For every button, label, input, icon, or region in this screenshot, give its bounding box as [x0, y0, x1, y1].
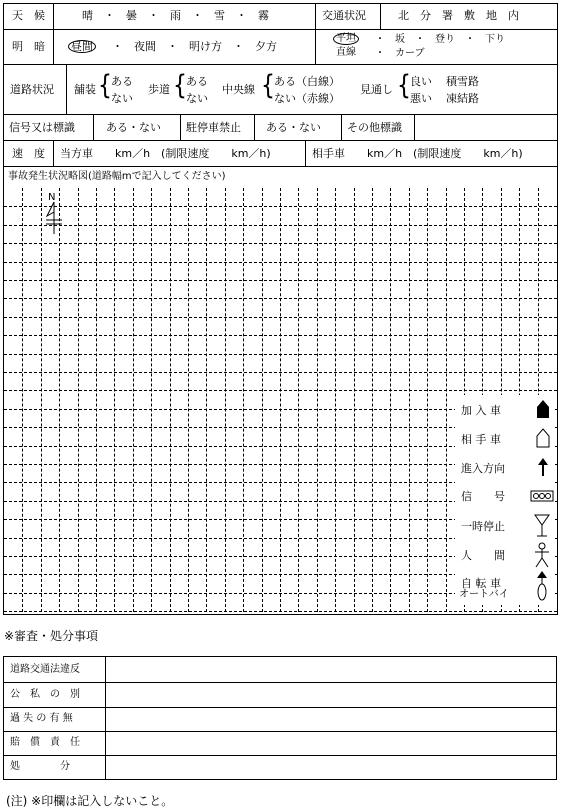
road-condition-label: 道路状況	[10, 83, 54, 96]
no-parking-label: 駐停車禁止	[186, 121, 241, 134]
grid-line	[4, 206, 557, 207]
legend	[455, 395, 555, 605]
brace: {	[173, 71, 187, 102]
grid-line	[243, 188, 244, 612]
grid-line	[4, 262, 557, 263]
grid-line	[4, 354, 557, 355]
grid-line	[133, 188, 134, 612]
legend-label: 進入方向	[461, 462, 505, 475]
review-row-label: 公 私 の 別	[10, 689, 80, 700]
light-options[interactable]: ・ 夜間 ・ 明け方 ・ 夕方	[112, 40, 277, 53]
ice-road[interactable]: 凍結路	[446, 92, 479, 105]
sidewalk-yes[interactable]: ある	[186, 75, 208, 88]
grid-line	[4, 225, 557, 226]
other-vehicle-speed[interactable]: 相手車 km／h (制限速度 km／h)	[312, 147, 523, 160]
road-shape-options-bottom[interactable]: ・ カーブ	[375, 48, 425, 59]
other-signs-label: その他標識	[347, 121, 402, 134]
outline-car-icon	[535, 428, 551, 451]
review-heading: ※審査・処分事項	[4, 629, 99, 643]
review-field[interactable]	[106, 732, 556, 755]
svg-text:N: N	[48, 192, 56, 203]
centerline-white[interactable]: ある（白線）	[274, 75, 340, 88]
centerline-red[interactable]: ない（赤線）	[274, 92, 340, 105]
grid-line	[4, 280, 557, 281]
visibility-good[interactable]: 良い	[410, 75, 432, 88]
signal-icon	[530, 489, 554, 506]
speed-label: 速 度	[12, 147, 45, 160]
grid-line	[262, 188, 263, 612]
centerline-label: 中央線	[222, 83, 255, 96]
paving-label: 舗装	[74, 83, 96, 96]
grid-line	[188, 188, 189, 612]
brace: {	[98, 71, 112, 102]
grid-line	[41, 188, 42, 612]
paving-yes[interactable]: ある	[111, 75, 133, 88]
grid-line	[390, 188, 391, 612]
grid-line	[225, 188, 226, 612]
arrow-up-icon	[535, 457, 551, 480]
road-shape-options-top[interactable]: ・ 坂 ・ 登り ・ 下り	[375, 34, 505, 45]
grid-line	[427, 188, 428, 612]
filled-car-icon	[535, 399, 551, 422]
grid-line	[409, 188, 410, 612]
review-field[interactable]	[106, 683, 556, 707]
grid-line	[298, 188, 299, 612]
grid-line	[96, 188, 97, 612]
signal-label: 信号又は標識	[9, 121, 75, 134]
review-field[interactable]	[106, 756, 556, 779]
traffic-label: 交通状況	[322, 9, 366, 22]
grid-line	[4, 335, 557, 336]
footnote: (注) ※印欄は記入しないこと。	[6, 794, 174, 808]
legend-label: 加 入 車	[461, 404, 501, 417]
own-vehicle-speed[interactable]: 当方車 km／h (制限速度 km／h)	[60, 147, 271, 160]
review-row-label: 過 失 の 有 無	[10, 713, 73, 724]
sidewalk-label: 歩道	[148, 83, 170, 96]
paving-no[interactable]: ない	[111, 92, 133, 105]
diagram-title: 事故発生状況略図(道路幅mで記入してください)	[8, 171, 226, 182]
review-table	[3, 656, 557, 780]
review-row-label: 道路交通法違反	[10, 664, 80, 675]
daytime-option[interactable]: 昼間	[68, 40, 96, 53]
brace: {	[261, 71, 275, 102]
visibility-label: 見通し	[360, 83, 393, 96]
snow-road[interactable]: 積雪路	[446, 75, 479, 88]
light-label: 明 暗	[12, 40, 45, 53]
legend-label: 一時停止	[461, 520, 505, 533]
grid-line	[354, 188, 355, 612]
weather-label: 天 候	[12, 9, 45, 22]
grid-line	[4, 611, 557, 612]
signal-options[interactable]: ある・ない	[106, 121, 161, 134]
review-row-label: 処 分	[10, 761, 70, 772]
legend-label: 信 号	[461, 490, 505, 503]
review-field[interactable]	[106, 657, 556, 682]
legend-label: 相 手 車	[461, 433, 501, 446]
grid-line	[4, 390, 557, 391]
grid-line	[446, 188, 447, 612]
grid-line	[151, 188, 152, 612]
grid-line	[4, 243, 557, 244]
grid-line	[59, 188, 60, 612]
grid-line	[372, 188, 373, 612]
person-icon	[533, 542, 551, 571]
straight-option[interactable]: 直線	[336, 47, 356, 58]
sidewalk-no[interactable]: ない	[186, 92, 208, 105]
traffic-value: 北 分 署 敷 地 内	[398, 9, 519, 22]
grid-line	[4, 372, 557, 373]
brace: {	[397, 71, 411, 102]
legend-label: 人 間	[461, 549, 505, 562]
review-field[interactable]	[106, 708, 556, 731]
stop-sign-icon	[533, 513, 551, 540]
review-row-label: 賠 償 責 任	[10, 737, 80, 748]
north-arrow-icon	[42, 190, 68, 236]
grid-line	[78, 188, 79, 612]
visibility-bad[interactable]: 悪い	[410, 92, 432, 105]
grid-line	[335, 188, 336, 612]
grid-line	[4, 298, 557, 299]
grid-line	[22, 188, 23, 612]
bicycle-motorcycle-icon	[534, 570, 550, 605]
grid-line	[317, 188, 318, 612]
flat-option[interactable]: 平坦	[333, 33, 359, 45]
grid-line	[170, 188, 171, 612]
grid-line	[206, 188, 207, 612]
legend-label: 自 転 車	[461, 577, 501, 590]
grid-line	[280, 188, 281, 612]
legend-label: オートバイ	[459, 589, 509, 600]
weather-options[interactable]: 晴 ・ 曇 ・ 雨 ・ 雪 ・ 霧	[82, 9, 269, 22]
no-parking-options[interactable]: ある・ない	[266, 121, 321, 134]
grid-line	[114, 188, 115, 612]
grid-line	[4, 317, 557, 318]
